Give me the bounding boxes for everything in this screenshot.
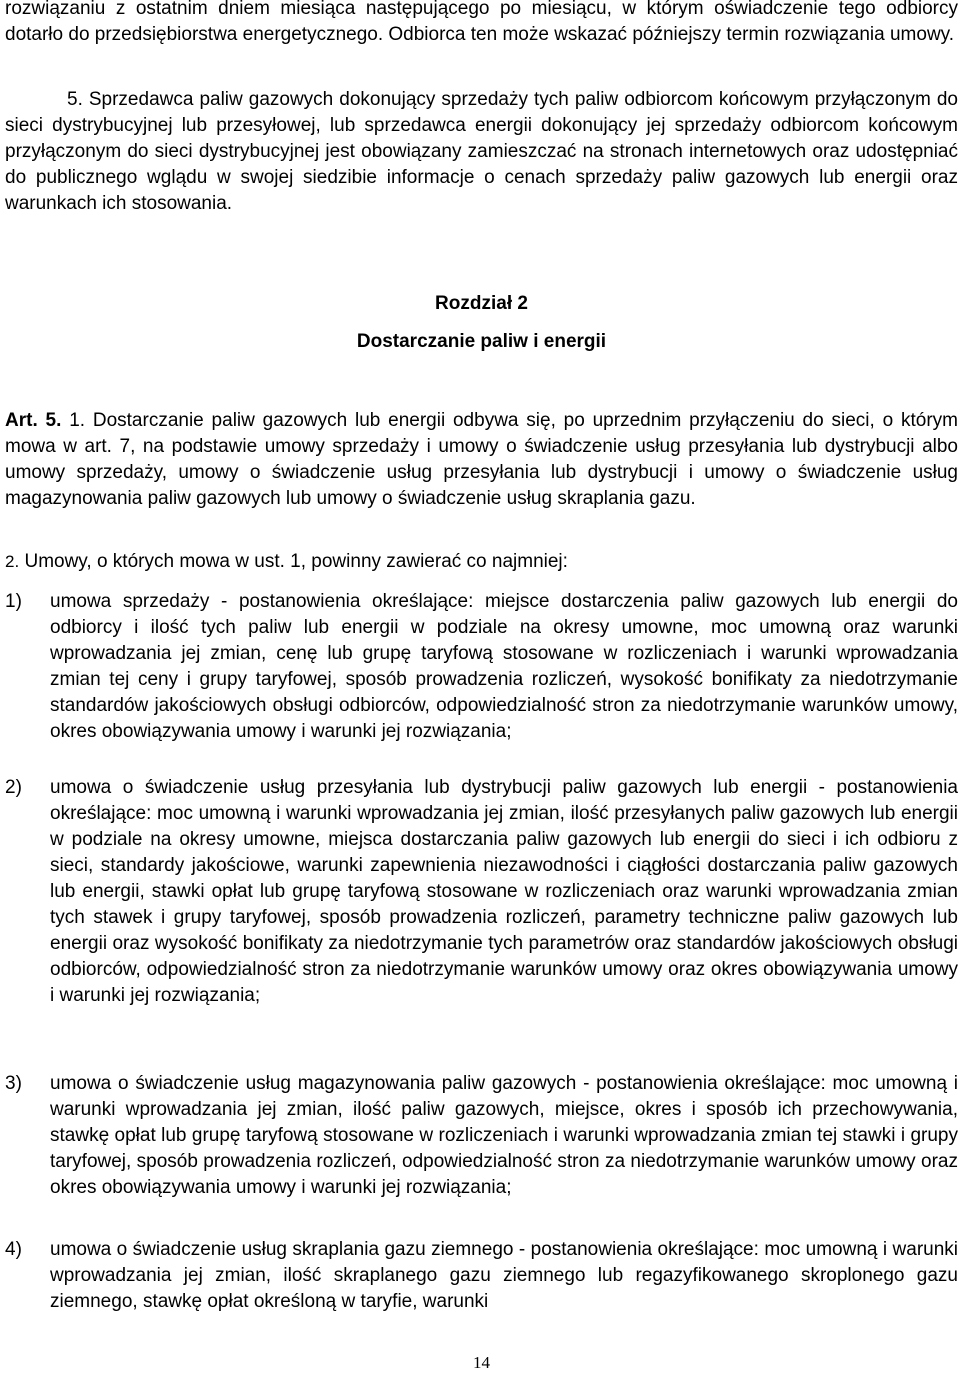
chapter-number: Rozdział 2: [435, 293, 528, 314]
list-item-marker: 2): [5, 777, 22, 798]
article-5-ust-2: [5, 549, 958, 575]
list-item: [5, 1071, 958, 1201]
list-item: [5, 775, 958, 1009]
ust2-number: 2.: [5, 552, 20, 571]
list-item-marker: 1): [5, 591, 22, 612]
article-ust1-text: 1. Dostarczanie paliw gazowych lub energii odbywa się, po uprzednim przyłączeniu do sieci, o którym mowa w art. 7, na podstawie umowy sprzedaży i umowy o świadczenie usług przesyłania lub dystrybucji albo umowy sprzedaży, umowy o świadczenie usług przesyłania lub dystrybucji i umowy o świadczenie usług magazynowania paliw gazowych lub umowy o świadczenie usług skraplania gazu.: [5, 410, 958, 509]
list-item: [5, 589, 958, 745]
list-item-marker: 4): [5, 1239, 22, 1260]
page-number: 14: [473, 1353, 490, 1372]
list-item-text: umowa o świadczenie usług skraplania gazu ziemnego - postanowienia określające: moc umowną i warunki wprowadzania jej zmian, ilość skraplanego gazu ziemnego lub regazyfikowanego skroplonego gazu ziemnego, stawkę opłat określoną w taryfie, warunki: [50, 1239, 958, 1312]
list-item-text: umowa o świadczenie usług przesyłania lub dystrybucji paliw gazowych lub energii - postanowienia określające: moc umowną i warunki wprowadzania jej zmian, ilość przesyłanych paliw gazowych lub energii w podziale na okresy umowne, miejsca dostarczania paliw gazowych lub energii do sieci i ich odbioru z sieci, standardy jakościowe, warunki zapewnienia niezawodności i ciągłości dostarczania paliw gazowych lub energii, stawki opłat lub grupę taryfową stosowane w rozliczeniach oraz warunki wprowadzania zmian tych stawek i grupy taryfowej, sposób prowadzenia rozliczeń, parametry techniczne paliw gazowych lub energii oraz wysokość bonifikaty za niedotrzymanie tych parametrów oraz standardów jakościowych obsługi odbiorców, odpowiedzialność stron za niedotrzymanie warunków umowy oraz okres obowiązywania umowy i warunki jej rozwiązania;: [50, 777, 958, 1006]
article-heading: Art. 5.: [5, 410, 62, 431]
list-item-text: umowa o świadczenie usług magazynowania paliw gazowych - postanowienia określające: moc umowną i warunki wprowadzania jej zmian, ilość paliw gazowych, miejsce, okres i sposób ich przechowywania, stawkę opłat lub grupę taryfową stosowane w rozliczeniach i warunki wprowadzania zmian tej stawki i grupy taryfowej, sposób prowadzenia rozliczeń, odpowiedzialność stron za niedotrzymanie warunków umowy oraz okres obowiązywania umowy i warunki jej rozwiązania;: [50, 1073, 958, 1198]
document-page: [5, 0, 958, 1384]
ust2-text: Umowy, o których mowa w ust. 1, powinny zawierać co najmniej:: [19, 551, 568, 572]
list-item-text: umowa sprzedaży - postanowienia określające: miejsce dostarczenia paliw gazowych lub energii do odbiorcy i ilość tych paliw lub energii w podziale na okresy umowne, moc umowną oraz warunki wprowadzania jej zmian, cenę lub grupę taryfową stosowane w rozliczeniach i warunki wprowadzania zmian tej ceny i grupy taryfowej, sposób prowadzenia rozliczeń, wysokość bonifikaty za niedotrzymanie standardów jakościowych obsługi odbiorców, odpowiedzialność stron za niedotrzymanie warunków umowy, okres obowiązywania umowy i warunki jej rozwiązania;: [50, 591, 958, 742]
chapter-title: Dostarczanie paliw i energii: [356, 331, 607, 352]
intro-paragraph: rozwiązaniu z ostatnim dniem miesiąca następującego po miesiącu, w którym oświadczenie tego odbiorcy dotarło do przedsiębiorstwa energetycznego. Odbiorca ten może wskazać późniejszy termin rozwiązania umowy.: [5, 0, 958, 45]
article-5-ust-1: [5, 408, 958, 512]
list-item: [5, 1237, 958, 1315]
paragraph-5: 5. Sprzedawca paliw gazowych dokonujący sprzedaży tych paliw odbiorcom końcowym przyłączonym do sieci dystrybucyjnej lub przesyłowej, lub sprzedawca energii dokonujący jej sprzedaży odbiorcom końcowym przyłączonym do sieci dystrybucyjnej jest obowiązany zamieszczać na stronach internetowych oraz udostępniać do publicznego wglądu w swojej siedzibie informacje o cenach sprzedaży paliw gazowych lub energii oraz warunkach ich stosowania.: [5, 89, 958, 214]
list-item-marker: 3): [5, 1073, 22, 1094]
